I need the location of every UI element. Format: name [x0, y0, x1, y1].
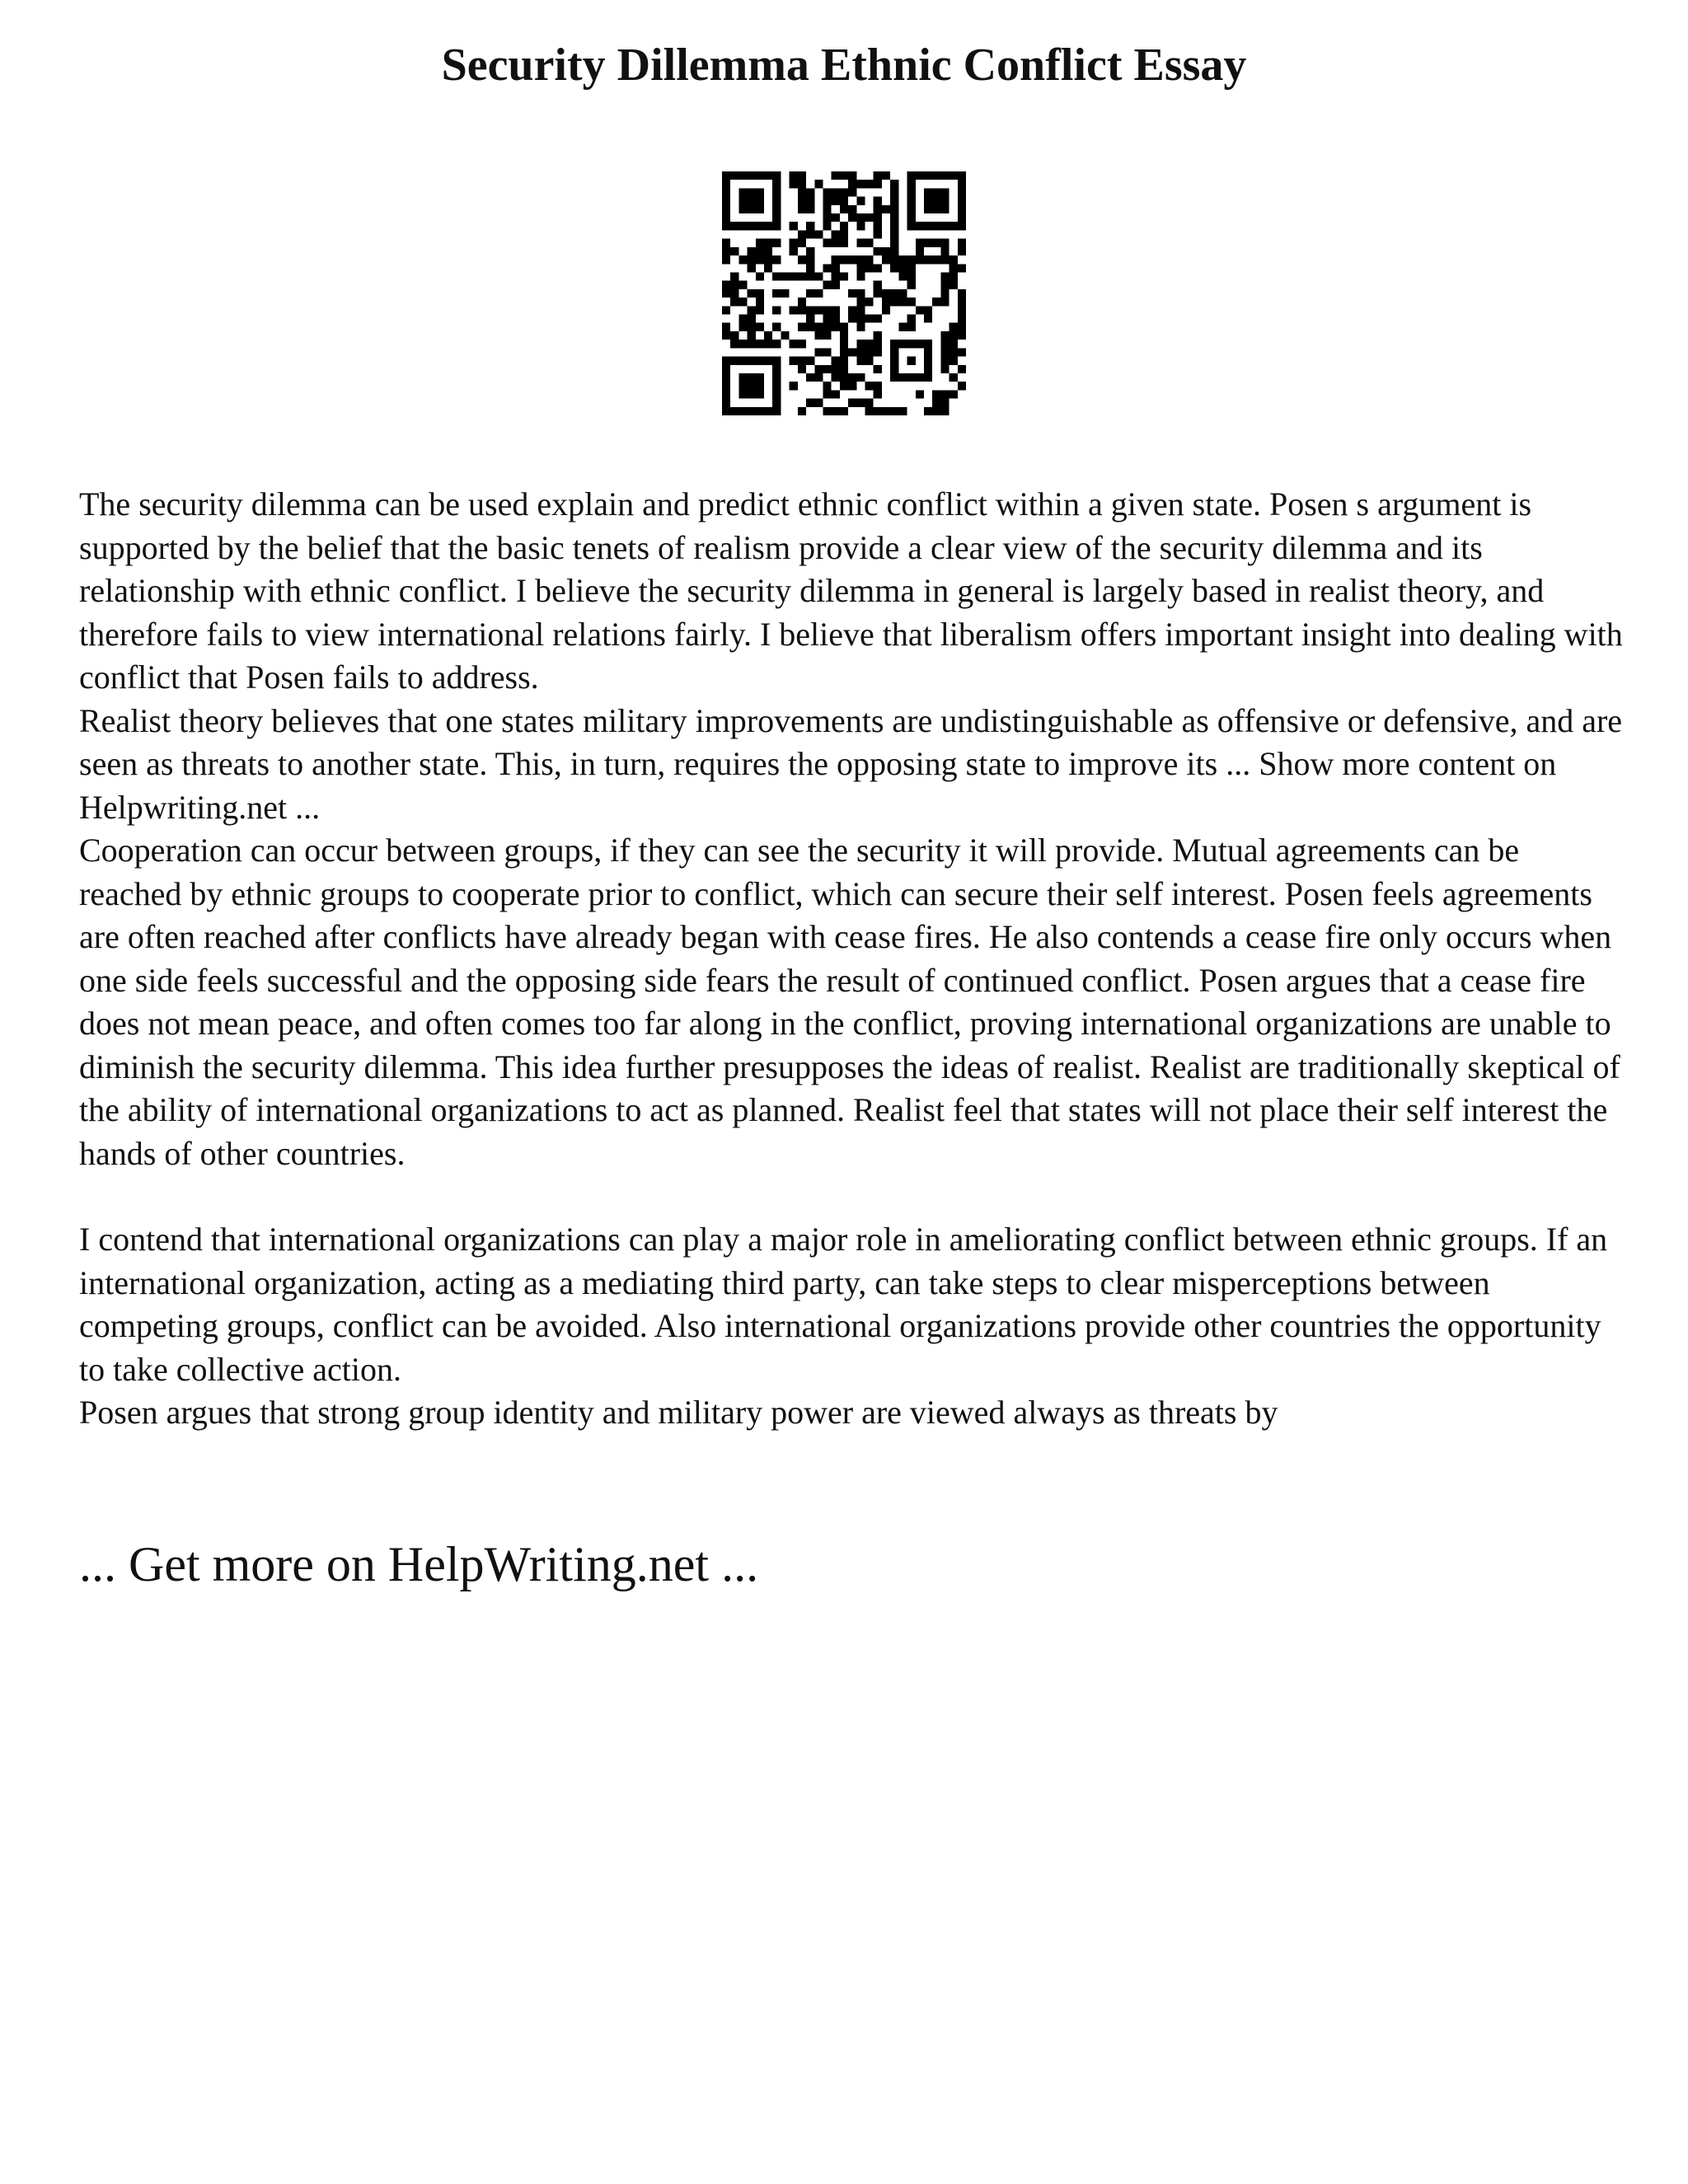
paragraph-international-organizations: I contend that international organizations can play a major role in ameliorating conflict between ethnic groups. If an international organization, acting as a mediating third party, can take steps to clear misperceptions between competing groups, conflict can be avoided. Also international organizations provide other countries the opportunity to take collective action.	[79, 1221, 1608, 1388]
page-title: Security Dillemma Ethnic Conflict Essay	[441, 40, 1247, 91]
qr-code-icon	[722, 171, 966, 415]
paragraph-cooperation: Cooperation can occur between groups, if they can see the security it will provide. Mutual agreements can be reached by ethnic groups to cooperate prior to conflict, which can secure their self interest. Posen feels agreements are often reached after conflicts have already began with cease fires. He also contends a cease fire only occurs when one side feels successful and the opposing side fears the result of continued conflict. Posen argues that a cease fire does not mean peace, and often comes too far along in the conflict, proving international organizations are unable to diminish the security dilemma. This idea further presupposes the ideas of realist. Realist are traditionally skeptical of the ability of international organizations to act as planned. Realist feel that states will not place their self interest the hands of other countries.	[79, 832, 1620, 1172]
get-more-link[interactable]: ... Get more on HelpWriting.net ...	[79, 1537, 759, 1591]
paragraph-intro: The security dilemma can be used explain and predict ethnic conflict within a given state. Posen s argument is supported by the belief that the basic tenets of realism provide a clear view of the security dilemma and its relationship with ethnic conflict. I believe the security dilemma in general is largely based in realist theory, and therefore fails to view international relations fairly. I believe that liberalism offers important insight into dealing with conflict that Posen fails to address.	[79, 485, 1623, 696]
paragraph-group-identity: Posen argues that strong group identity and military power are viewed always as threats by	[79, 1394, 1278, 1431]
paragraph-gap	[79, 1175, 1629, 1218]
paragraph-realist-theory: Realist theory believes that one states military improvements are undistinguishable as offensive or defensive, and are seen as threats to another state. This, in turn, requires the opposing state to improve its ... Show more content on Helpwriting.net ...	[79, 701, 1623, 826]
essay-body	[79, 483, 1629, 1435]
